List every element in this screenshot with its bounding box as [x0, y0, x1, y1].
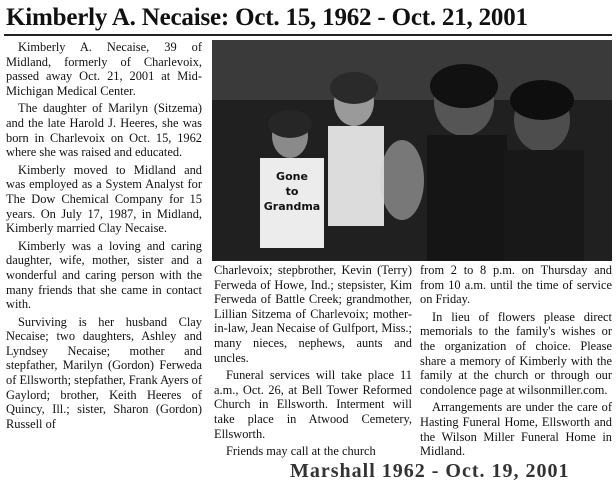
paragraph: Surviving is her husband Clay Necaise; two daughters, Ashley and Lyndsey Necaise; mother and stepfather, Marilyn (Gordon) Ferweda of Ellsworth; stepfather, Frank Ayers of Gaylord; brother, Keith Heeres of Quincy, Ill.; sister, Sharon (Gordon) Russell of	[6, 314, 202, 431]
headline-rule	[4, 34, 612, 36]
next-obituary-headline-fragment: Marshall 1962 - Oct. 19, 2001	[290, 460, 570, 482]
shirt-text: to	[285, 185, 299, 198]
paragraph: Kimberly moved to Midland and was employed as a System Analyst for The Dow Chemical Company for 15 years. On July 17, 1987, in Midland, Kimberly married Clay Necaise.	[6, 162, 202, 236]
headline: Kimberly A. Necaise: Oct. 15, 1962 - Oct. 21, 2001	[6, 4, 528, 31]
paragraph: The daughter of Marilyn (Sitzema) and the late Harold J. Heeres, she was born in Charlevoix on Oct. 15, 1962 where she was raised and educated.	[6, 101, 202, 160]
paragraph: Charlevoix; stepbrother, Kevin (Terry) Ferweda of Howe, Ind.; stepsister, Kim Ferweda of Battle Creek; grandmother, Lillian Sitzema of Charlevoix; mother-in-law, Jean Necaise of Gulfport, Miss.; many nieces, nephews, aunts and uncles.	[214, 263, 412, 365]
paragraph: In lieu of flowers please direct memorials to the family's wishes or the organization of choice. Please share a memory of Kimberly with the family at the church or through our condolence page at wilsonmiller.com.	[420, 309, 612, 397]
column-1	[6, 40, 202, 434]
paragraph: Friends may call at the church	[226, 444, 376, 459]
shirt-text: Grandma	[263, 200, 321, 213]
paragraph: Arrangements are under the care of Hasting Funeral Home, Ellsworth and the Wilson Miller Funeral Home in Midland.	[420, 400, 612, 459]
family-photo-image	[212, 40, 612, 261]
paragraph: Funeral services will take place 11 a.m., Oct. 26, at Bell Tower Reformed Church in Ellsworth. Interment will take place in Atwood Cemetery, Ellsworth.	[214, 368, 412, 441]
family-photo	[212, 40, 612, 261]
paragraph: Kimberly was a loving and caring daughter, wife, mother, sister and a wonderful and caring person with the many friends that she came in contact with.	[6, 238, 202, 312]
paragraph: from 2 to 8 p.m. on Thursday and from 10 a.m. until the time of service on Friday.	[420, 263, 612, 307]
column-2	[214, 263, 412, 462]
shirt-text: Gone	[276, 170, 308, 183]
column-3	[420, 263, 612, 462]
paragraph: Kimberly A. Necaise, 39 of Midland, formerly of Charlevoix, passed away Oct. 21, 2001 at Mid-Michigan Medical Center.	[6, 40, 202, 98]
